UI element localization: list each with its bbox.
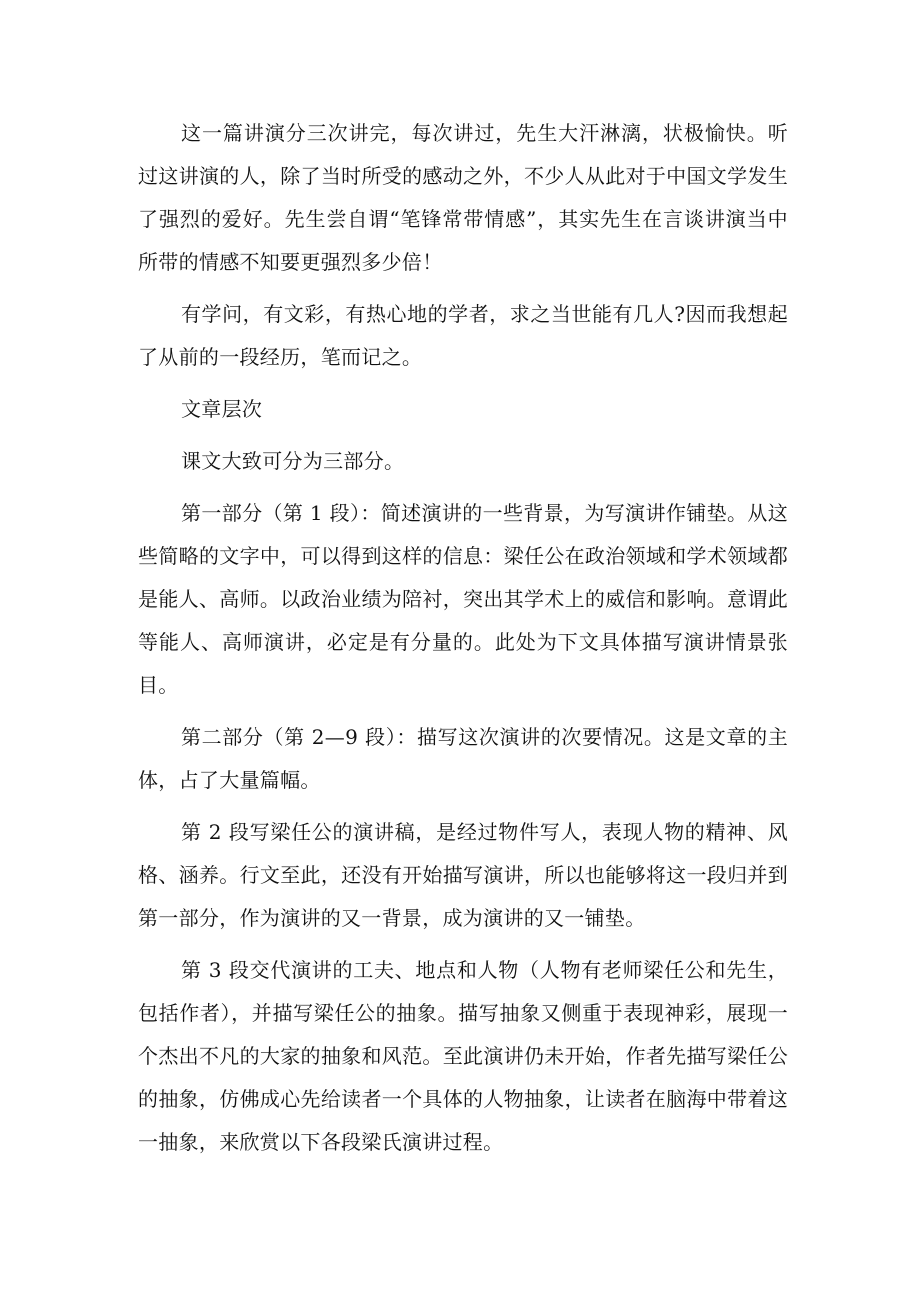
paragraph-1: 这一篇讲演分三次讲完，每次讲过，先生大汗淋漓，状极愉快。听过这讲演的人，除了当时所受的感动之外，不少人从此对于中国文学发生了强烈的爱好。先生尝自谓“笔锋常带情感”，其实先生在言谈讲演当中所带的情感不知要更强烈多少倍！ (138, 121, 788, 274)
document-page (138, 112, 788, 1173)
paragraph-7: 第 3 段交代演讲的工夫、地点和人物（人物有老师梁任公和先生，包括作者），并描写梁任公的抽象。描写抽象又侧重于表现神彩，展现一个杰出不凡的大家的抽象和风范。至此演讲仍未开始，作者先描写梁任公的抽象，仿佛成心先给读者一个具体的人物抽象，让读者在脑海中带着这一抽象，来欣赏以下各段梁氏演讲过程。 (138, 958, 788, 1154)
section-heading: 文章层次 (181, 397, 263, 421)
paragraph-5: 第二部分（第 2—9 段）：描写这次演讲的次要情况。这是文章的主体，占了大量篇幅。 (138, 725, 788, 792)
paragraph-6: 第 2 段写梁任公的演讲稿，是经过物件写人，表现人物的精神、风格、涵养。行文至此，还没有开始描写演讲，所以也能够将这一段归并到第一部分，作为演讲的又一背景，成为演讲的又一铺垫。 (138, 820, 788, 930)
paragraph-2: 有学问，有文彩，有热心地的学者，求之当世能有几人?因而我想起了从前的一段经历，笔而记之。 (138, 302, 788, 369)
paragraph-3: 课文大致可分为三部分。 (181, 449, 405, 473)
paragraph-4: 第一部分（第 1 段）：简述演讲的一些背景，为写演讲作铺垫。从这些简略的文字中，可以得到这样的信息：梁任公在政治领域和学术领域都是能人、高师。以政治业绩为陪衬，突出其学术上的威信和影响。意谓此等能人、高师演讲，必定是有分量的。此处为下文具体描写演讲情景张目。 (138, 501, 788, 697)
